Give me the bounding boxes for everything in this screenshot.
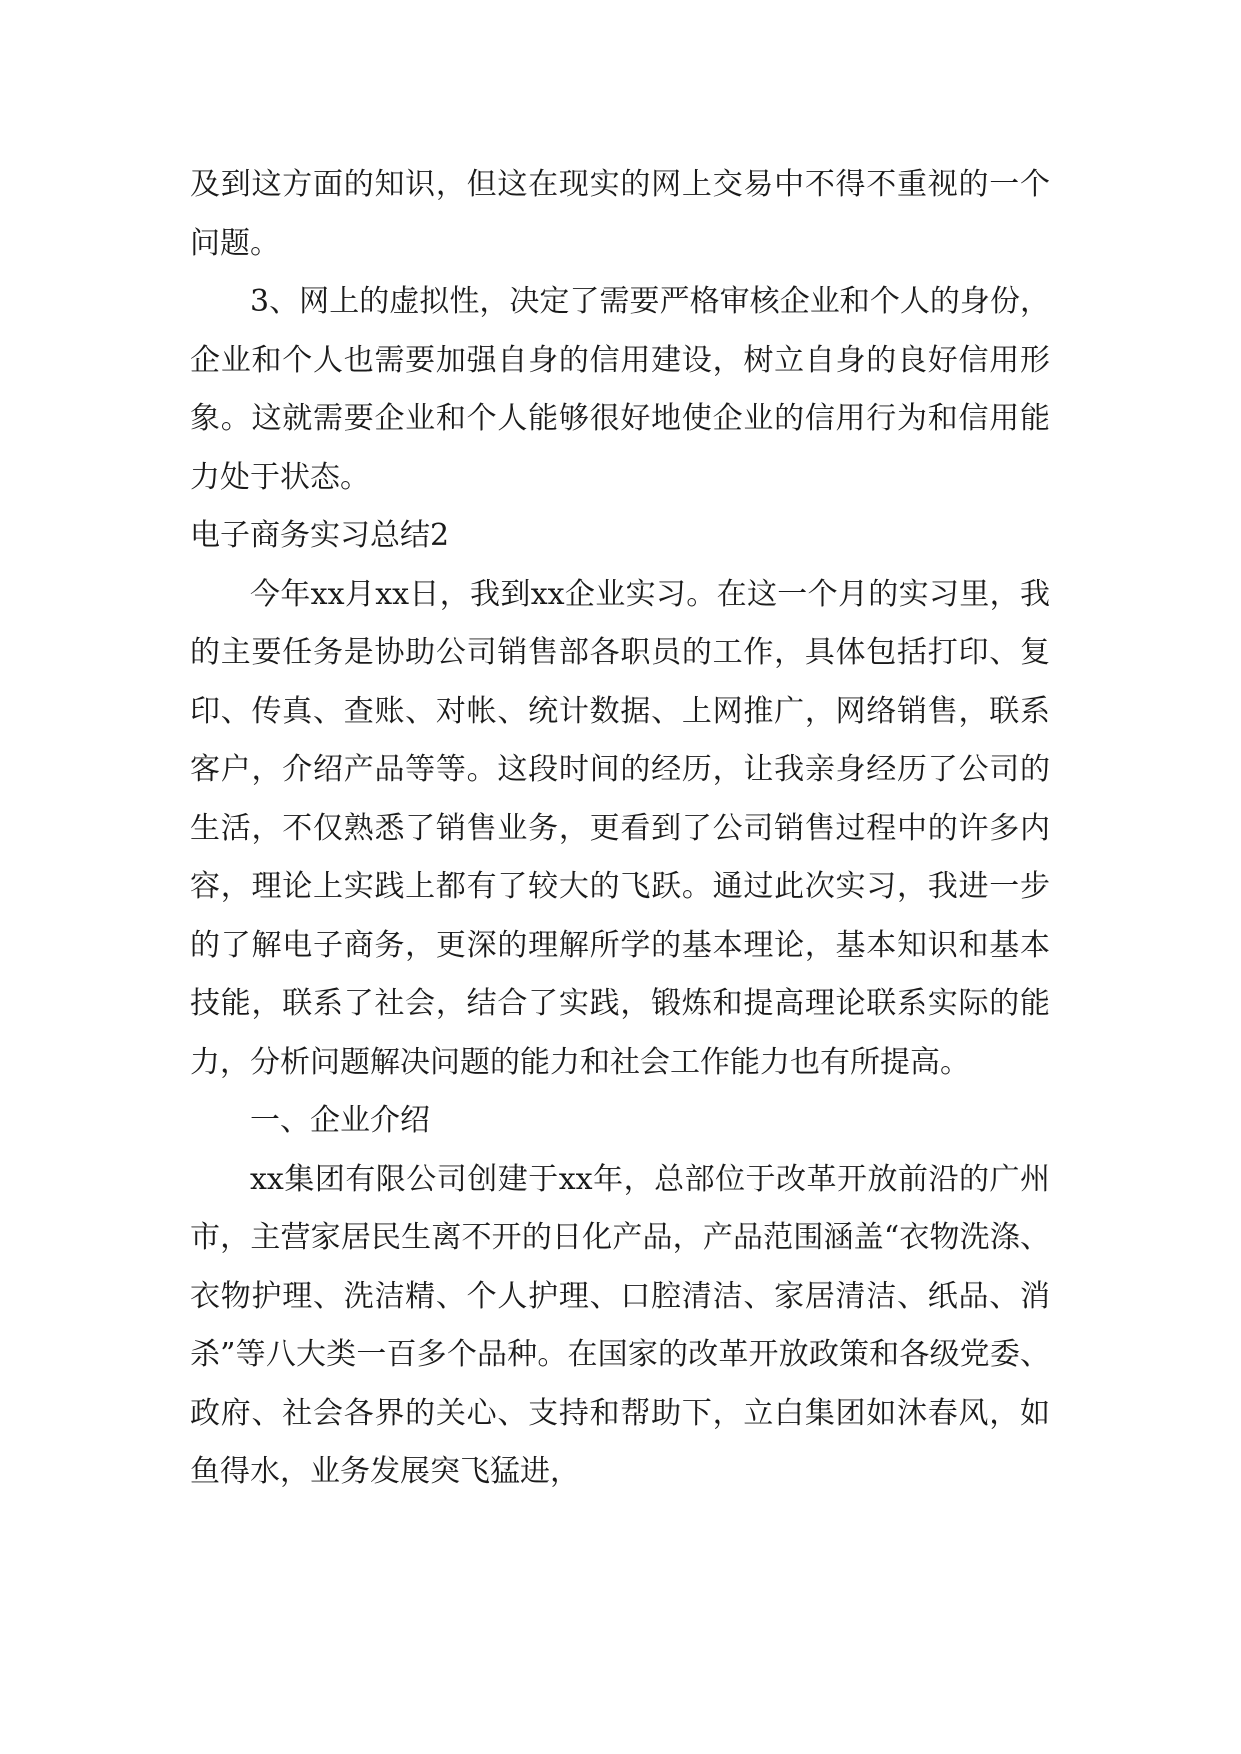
subheading-company-intro: 一、企业介绍 — [250, 1103, 430, 1138]
paragraph-continuation: 及到这方面的知识，但这在现实的网上交易中不得不重视的一个问题。 — [190, 167, 1050, 261]
paragraph-company: xx集团有限公司创建于xx年，总部位于改革开放前沿的广州市，主营家居民生离不开的日化产品，产品范围涵盖“衣物洗涤、衣物护理、洗洁精、个人护理、口腔清洁、家居清洁、纸品、消杀”等八大类一百多个品种。在国家的改革开放政策和各级党委、政府、社会各界的关心、支持和帮助下，立白集团如沐春风，如鱼得水，业务发展突飞猛进， — [190, 1161, 1050, 1489]
document-page — [190, 156, 1050, 1502]
paragraph-intro: 今年xx月xx日，我到xx企业实习。在这一个月的实习里，我的主要任务是协助公司销售部各职员的工作，具体包括打印、复印、传真、查账、对帐、统计数据、上网推广，网络销售，联系客户，介绍产品等等。这段时间的经历，让我亲身经历了公司的生活，不仅熟悉了销售业务，更看到了公司销售过程中的许多内容，理论上实践上都有了较大的飞跃。通过此次实习，我进一步的了解电子商务，更深的理解所学的基本理论，基本知识和基本技能，联系了社会，结合了实践，锻炼和提高理论联系实际的能力，分析问题解决问题的能力和社会工作能力也有所提高。 — [190, 576, 1050, 1080]
paragraph-point-3: 3、网上的虚拟性，决定了需要严格审核企业和个人的身份，企业和个人也需要加强自身的信用建设，树立自身的良好信用形象。这就需要企业和个人能够很好地使企业的信用行为和信用能力处于状态。 — [190, 284, 1050, 495]
section-title: 电子商务实习总结2 — [190, 518, 450, 553]
